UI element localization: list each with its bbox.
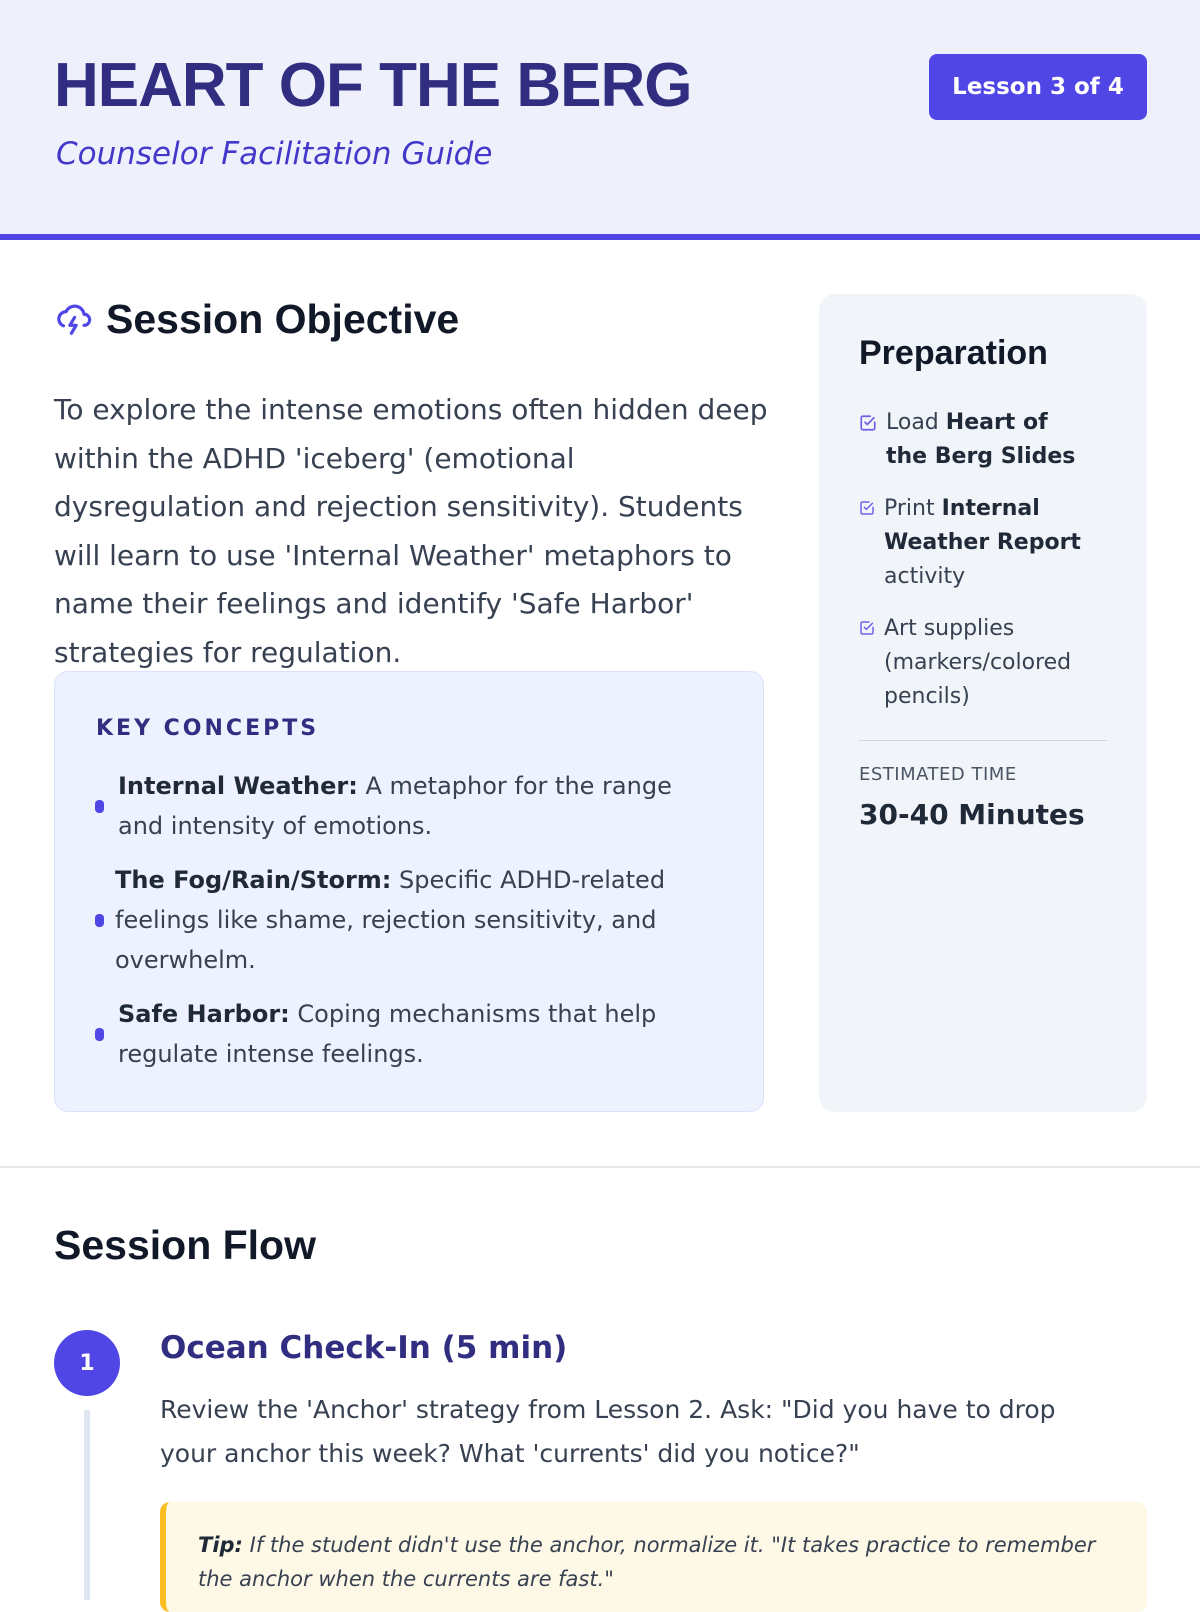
estimated-time-value: 30-40 Minutes: [859, 798, 1085, 831]
concept-term: The Fog/Rain/Storm:: [115, 866, 392, 894]
step-text: Review the 'Anchor' strategy from Lesson 2. Ask: "Did you have to drop your anchor this week? What 'currents' did you notice?": [160, 1395, 1056, 1468]
concept-item: [95, 994, 715, 1074]
objective-heading-row: [54, 294, 459, 344]
prep-item-prefix: Load: [886, 410, 939, 435]
bullet-marker: [95, 800, 104, 813]
timeline-line: [84, 1410, 90, 1600]
prep-item-prefix: Art supplies (markers/colored pencils): [884, 616, 1072, 709]
prep-item-text: [886, 406, 1089, 474]
checkbox-icon: [859, 414, 886, 436]
tip-callout: [160, 1502, 1147, 1612]
bullet-marker: [95, 914, 104, 927]
prep-item-prefix: Print: [884, 496, 935, 521]
preparation-title: Preparation: [859, 334, 1048, 372]
prep-item: [859, 492, 1089, 594]
key-concepts-title: KEY CONCEPTS: [96, 716, 320, 741]
prep-item-text: [884, 612, 1089, 714]
prep-item-highlight: Heart of the Berg Slides: [886, 410, 1076, 469]
cloud-lightning-icon: [54, 300, 92, 338]
concept-text: [118, 766, 715, 846]
objective-heading: Session Objective: [106, 295, 460, 342]
step-number: 1: [54, 1330, 120, 1396]
key-concepts-card: [54, 671, 764, 1112]
prep-item-suffix: activity: [884, 564, 966, 589]
page-title: HEART OF THE BERG: [54, 51, 692, 120]
prep-item-highlight: Internal Weather Report: [884, 496, 1081, 555]
concept-definition: A metaphor for the range and intensity of emotions.: [118, 772, 672, 840]
concept-item: [95, 766, 715, 846]
prep-item: [859, 612, 1089, 714]
page-subtitle: Counselor Facilitation Guide: [56, 136, 493, 172]
session-flow-heading: Session Flow: [54, 1222, 316, 1268]
concept-item: [95, 860, 695, 980]
prep-item-text: [884, 492, 1089, 594]
concept-text: [118, 994, 715, 1074]
tip-label: Tip:: [198, 1533, 243, 1557]
concept-definition: Specific ADHD-related feelings like shame, rejection sensitivity, and overwhelm.: [115, 866, 666, 974]
step-title: Ocean Check-In (5 min): [160, 1330, 568, 1366]
tip-text: If the student didn't use the anchor, normalize it. "It takes practice to remember the anchor when the currents are fast.": [198, 1533, 1096, 1591]
estimated-time-label: ESTIMATED TIME: [859, 764, 1017, 785]
prep-item: [859, 406, 1089, 474]
prep-divider: [859, 740, 1107, 741]
checkbox-icon: [859, 500, 884, 520]
objective-text: To explore the intense emotions often hidden deep within the ADHD 'iceberg' (emotional dysregulation and rejection sensitivity). Students will learn to use 'Internal Weather' metaphors to name their feelings and identify 'Safe Harbor' strategies for regulation.: [54, 393, 768, 669]
lesson-badge: Lesson 3 of 4: [929, 54, 1147, 120]
concept-term: Internal Weather:: [118, 772, 358, 800]
page-header: [0, 0, 1200, 240]
bullet-marker: [95, 1028, 104, 1041]
section-divider: [0, 1166, 1200, 1168]
concept-term: Safe Harbor:: [118, 1000, 290, 1028]
concept-text: [115, 860, 695, 980]
preparation-card: [819, 294, 1147, 1112]
concept-definition: Coping mechanisms that help regulate intense feelings.: [118, 1000, 657, 1068]
checkbox-icon: [859, 620, 884, 640]
